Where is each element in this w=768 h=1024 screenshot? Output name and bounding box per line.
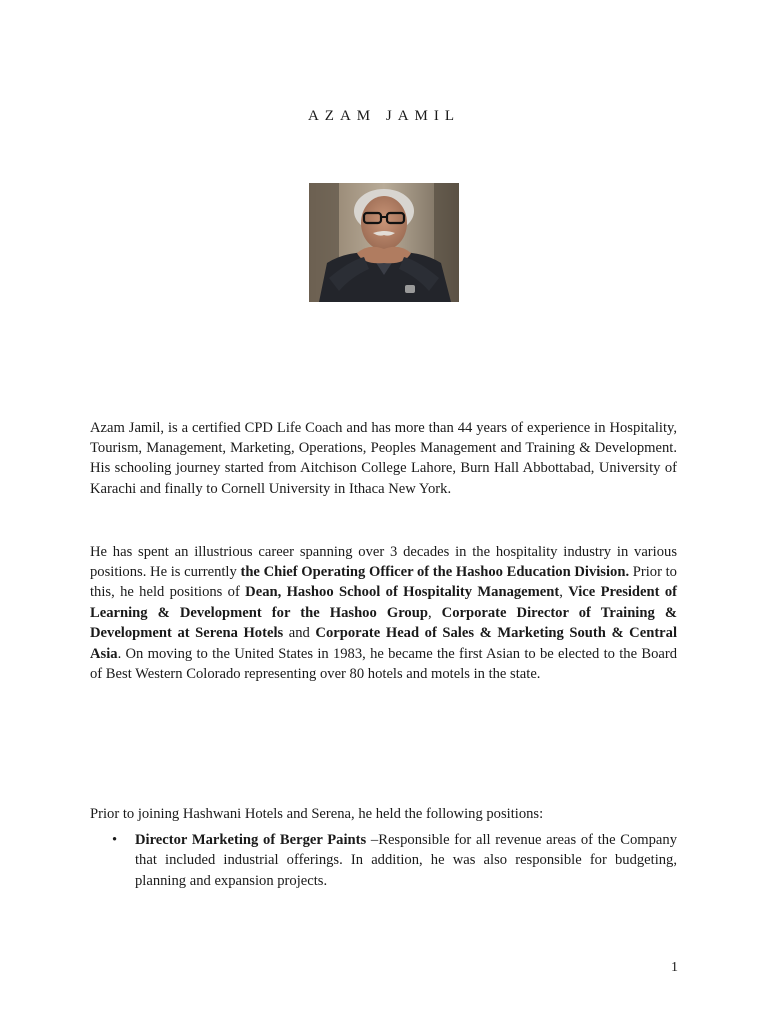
page-number: 1 (671, 960, 678, 975)
list-item (90, 830, 677, 891)
career-bold-dean: Dean, Hashoo School of Hospitality Management (245, 584, 560, 601)
page-title: AZAM JAMIL (307, 108, 461, 124)
paragraph-prior-positions: Prior to joining Hashwani Hotels and Serena, he held the following positions: (90, 805, 544, 822)
career-bold-head-sales: Corporate Head of Sales & Marketing South & Central Asia (90, 625, 678, 662)
bullet-icon: • (112, 832, 118, 848)
career-bold-coo: the Chief Operating Officer of the Hashoo Education Division. (240, 564, 630, 580)
portrait-photo (309, 183, 459, 302)
career-bold-director: Corporate Director of Training & Development at Serena Hotels (90, 604, 677, 642)
career-bold-vp: Vice President of Learning & Development for the Hashoo Group (90, 584, 677, 621)
career-text-4: , (427, 604, 442, 621)
paragraph-career (90, 542, 677, 685)
career-text-1: He has spent an illustrious career spanning over 3 decades in the hospitality industry in various positions. He is currently (90, 543, 677, 580)
positions-list (90, 830, 677, 891)
paragraph-intro: Azam Jamil, is a certified CPD Life Coach and has more than 44 years of experience in Hospitality, Tourism, Management, Marketing, Operations, Peoples Management and Training & Development. His schooling journey started from Aitchison College Lahore, Burn Hall Abbottabad, University of Karachi and finally to Cornell University in Ithaca New York. (90, 419, 677, 497)
career-text-2: Prior to this, he held positions of (90, 564, 677, 601)
career-text-3: , (559, 584, 569, 601)
career-text-5: and (283, 625, 316, 642)
career-text-6: . On moving to the United States in 1983, he became the first Asian to be elected to the Board of Best Western Colorado representing over 80 hotels and motels in the state. (90, 645, 677, 683)
portrait-illustration (309, 183, 459, 302)
position-description: –Responsible for all revenue areas of the Company that included industrial offerings. In addition, he was also responsible for budgeting, planning and expansion projects. (135, 832, 678, 889)
position-title: Director Marketing of Berger Paints (135, 832, 367, 848)
